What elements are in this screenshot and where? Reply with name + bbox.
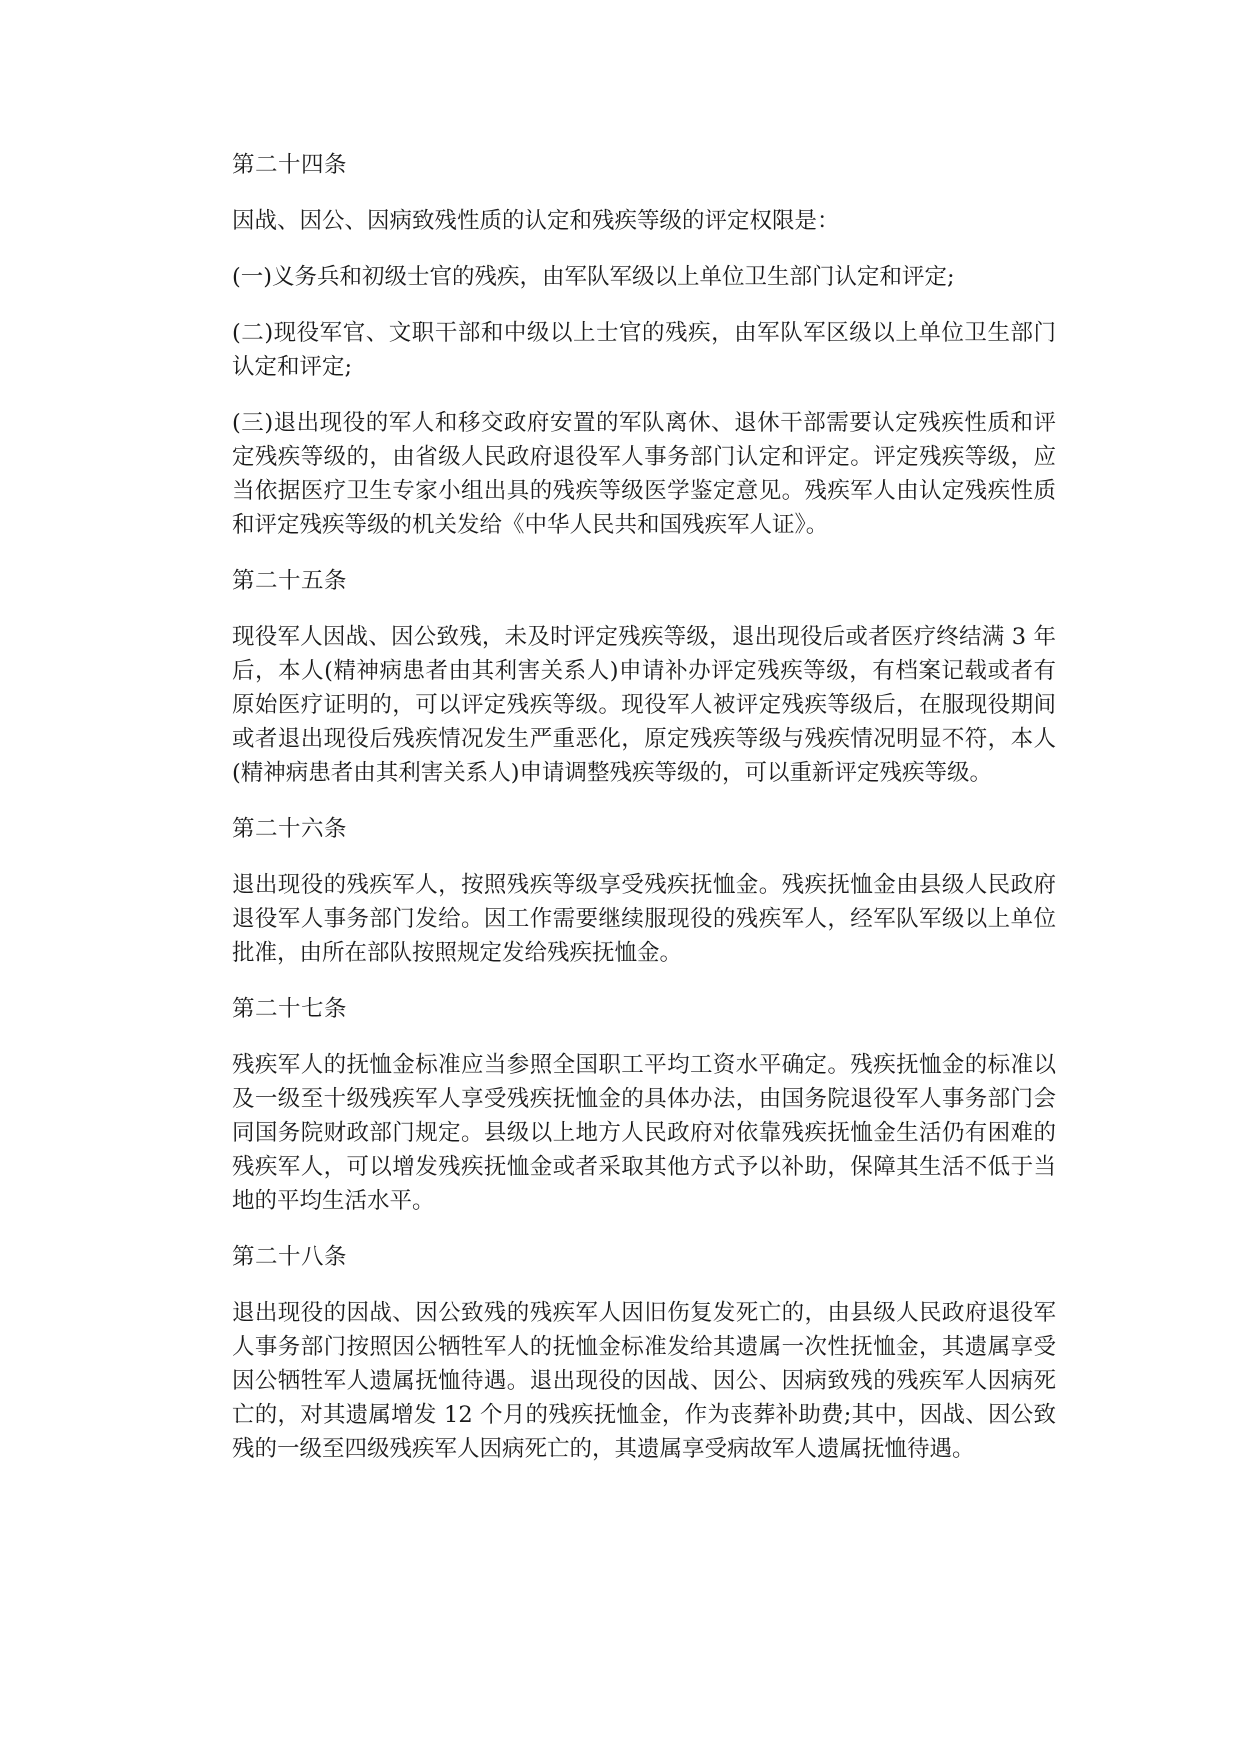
article-heading	[232, 992, 1056, 1026]
article-24-paragraph-4: (三)退出现役的军人和移交政府安置的军队离休、退休干部需要认定残疾性质和评定残疾等级的，由省级人民政府退役军人事务部门认定和评定。评定残疾等级，应当依据医疗卫生专家小组出具的残疾等级医学鉴定意见。残疾军人由认定残疾性质和评定残疾等级的机关发给《中华人民共和国残疾军人证》。	[232, 410, 1056, 538]
article-24-paragraph-3: (二)现役军官、文职干部和中级以上士官的残疾，由军队军区级以上单位卫生部门认定和评定;	[232, 320, 1056, 380]
article-27-paragraph-1: 残疾军人的抚恤金标准应当参照全国职工平均工资水平确定。残疾抚恤金的标准以及一级至十级残疾军人享受残疾抚恤金的具体办法，由国务院退役军人事务部门会同国务院财政部门规定。县级以上地方人民政府对依靠残疾抚恤金生活仍有困难的残疾军人，可以增发残疾抚恤金或者采取其他方式予以补助，保障其生活不低于当地的平均生活水平。	[232, 1052, 1056, 1214]
article-heading	[232, 1240, 1056, 1274]
article-26-paragraph-1: 退出现役的残疾军人，按照残疾等级享受残疾抚恤金。残疾抚恤金由县级人民政府退役军人事务部门发给。因工作需要继续服现役的残疾军人，经军队军级以上单位批准，由所在部队按照规定发给残疾抚恤金。	[232, 872, 1056, 966]
document-body	[232, 148, 1056, 1488]
article-25-heading: 第二十五条	[232, 568, 348, 594]
article-24-paragraph-1: 因战、因公、因病致残性质的认定和残疾等级的评定权限是：	[232, 208, 840, 234]
article-heading	[232, 564, 1056, 598]
article-28-paragraph-1: 退出现役的因战、因公致残的残疾军人因旧伤复发死亡的，由县级人民政府退役军人事务部门按照因公牺牲军人的抚恤金标准发给其遗属一次性抚恤金，其遗属享受因公牺牲军人遗属抚恤待遇。退出现役的因战、因公、因病致残的残疾军人因病死亡的，对其遗属增发 12 个月的残疾抚恤金，作为丧葬补助费;其中，因战、因公致残的一级至四级残疾军人因病死亡的，其遗属享受病故军人遗属抚恤待遇。	[232, 1300, 1056, 1462]
article-24-heading: 第二十四条	[232, 152, 348, 178]
article-28-heading: 第二十八条	[232, 1244, 348, 1270]
article-27-heading: 第二十七条	[232, 996, 348, 1022]
article-24-paragraph-2: (一)义务兵和初级士官的残疾，由军队军级以上单位卫生部门认定和评定;	[232, 264, 955, 290]
article-26-heading: 第二十六条	[232, 816, 348, 842]
article-25-paragraph-1: 现役军人因战、因公致残，未及时评定残疾等级，退出现役后或者医疗终结满 3 年后，本人(精神病患者由其利害关系人)申请补办评定残疾等级，有档案记载或者有原始医疗证明的，可以评定残疾等级。现役军人被评定残疾等级后，在服现役期间或者退出现役后残疾情况发生严重恶化，原定残疾等级与残疾情况明显不符，本人(精神病患者由其利害关系人)申请调整残疾等级的，可以重新评定残疾等级。	[232, 624, 1056, 786]
article-heading	[232, 148, 1056, 182]
article-heading	[232, 812, 1056, 846]
